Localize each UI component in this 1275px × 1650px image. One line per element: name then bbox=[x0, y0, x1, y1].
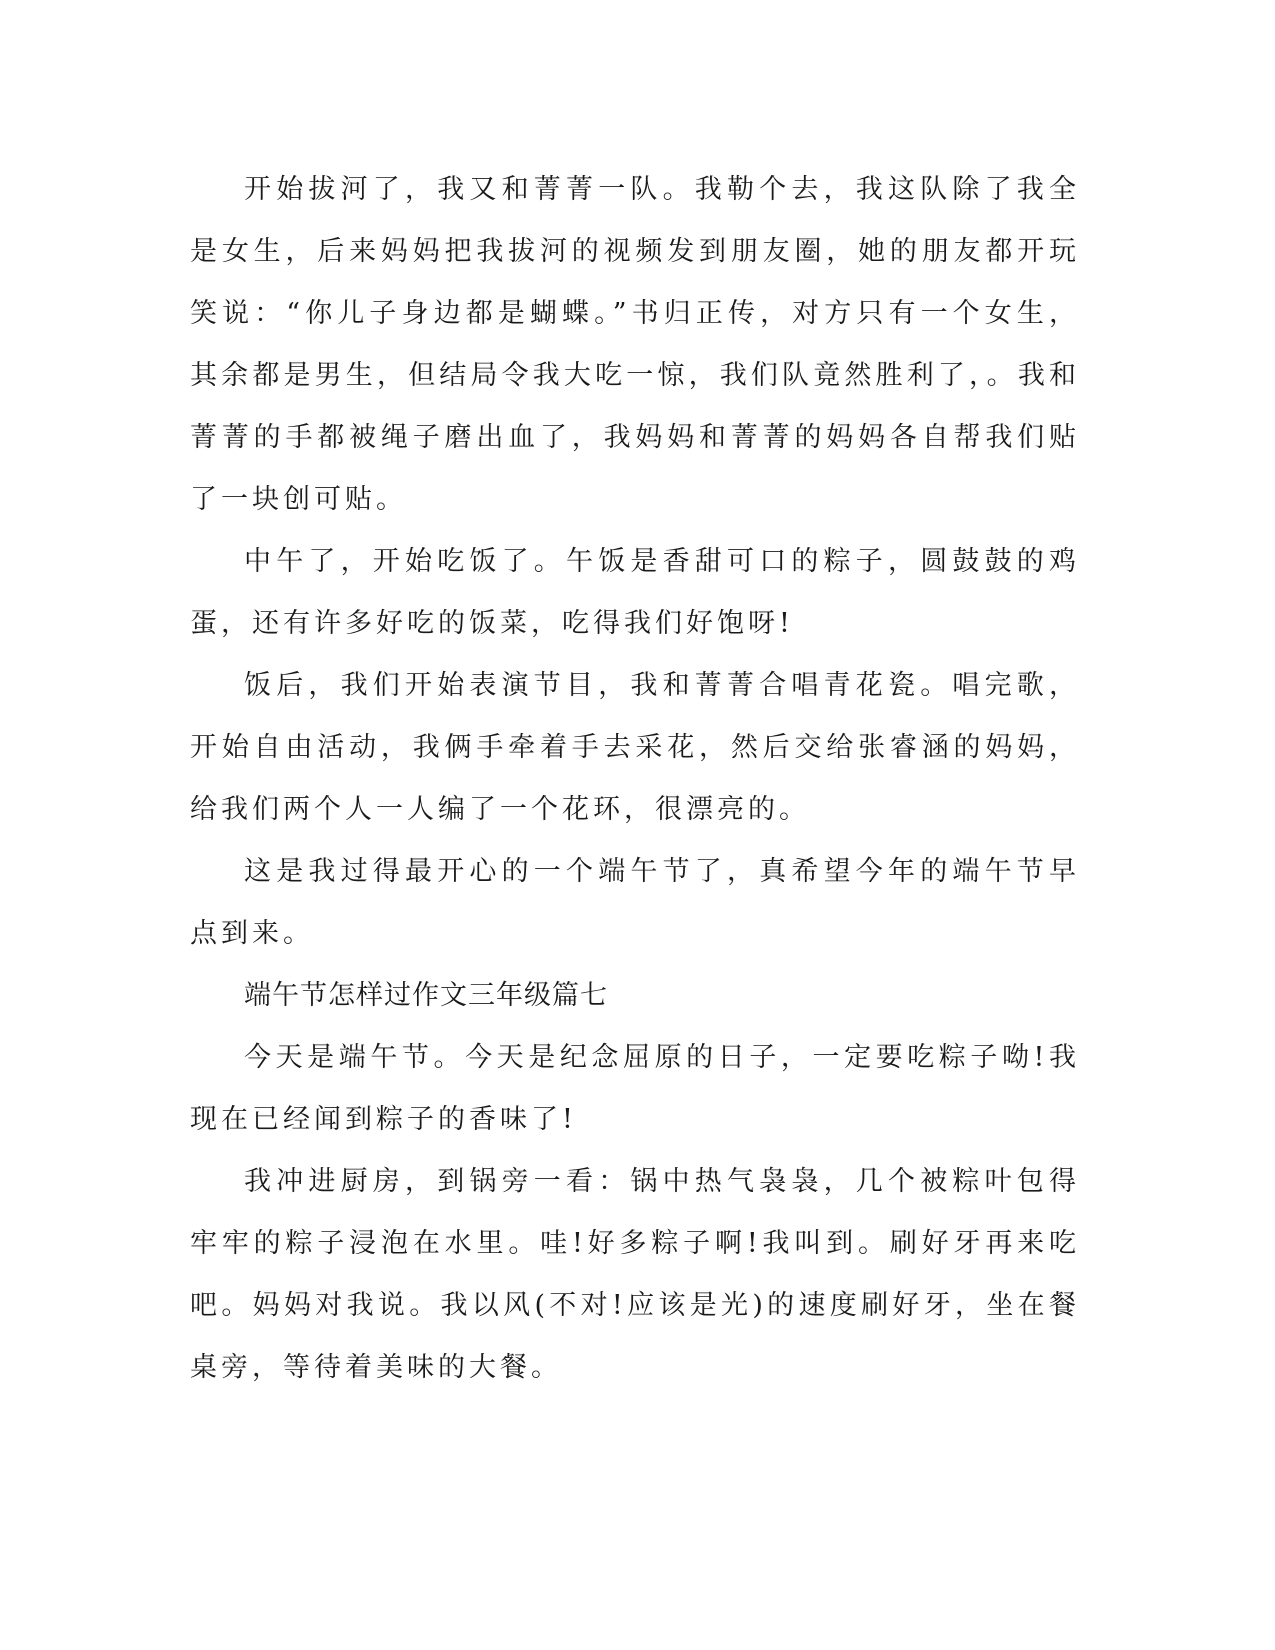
paragraph-dragon-boat-day: 今天是端午节。今天是纪念屈原的日子，一定要吃粽子呦!我现在已经闻到粽子的香味了! bbox=[190, 1042, 1080, 1135]
section-heading: 端午节怎样过作文三年级篇七 bbox=[244, 980, 608, 1011]
paragraph-tug-of-war: 开始拔河了，我又和菁菁一队。我勒个去，我这队除了我全是女生，后来妈妈把我拔河的视频发到朋友圈，她的朋友都开玩笑说：“你儿子身边都是蝴蝶。”书归正传，对方只有一个女生，其余都是男生，但结局令我大吃一惊，我们队竟然胜利了，。我和菁菁的手都被绳子磨出血了，我妈妈和菁菁的妈妈各自帮我们贴了一块创可贴。 bbox=[190, 174, 1080, 515]
paragraph-kitchen: 我冲进厨房，到锅旁一看：锅中热气袅袅，几个被粽叶包得牢牢的粽子浸泡在水里。哇!好多粽子啊!我叫到。刷好牙再来吃吧。妈妈对我说。我以风(不对!应该是光)的速度刷好牙，坐在餐桌旁，等待着美味的大餐。 bbox=[190, 1166, 1080, 1383]
paragraph-lunch: 中午了，开始吃饭了。午饭是香甜可口的粽子，圆鼓鼓的鸡蛋，还有许多好吃的饭菜，吃得我们好饱呀! bbox=[190, 546, 1080, 639]
paragraph-performance: 饭后，我们开始表演节目，我和菁菁合唱青花瓷。唱完歌，开始自由活动，我俩手牵着手去采花，然后交给张睿涵的妈妈，给我们两个人一人编了一个花环，很漂亮的。 bbox=[190, 670, 1080, 825]
paragraph-conclusion: 这是我过得最开心的一个端午节了，真希望今年的端午节早点到来。 bbox=[190, 856, 1080, 949]
document-body bbox=[190, 159, 1080, 1399]
